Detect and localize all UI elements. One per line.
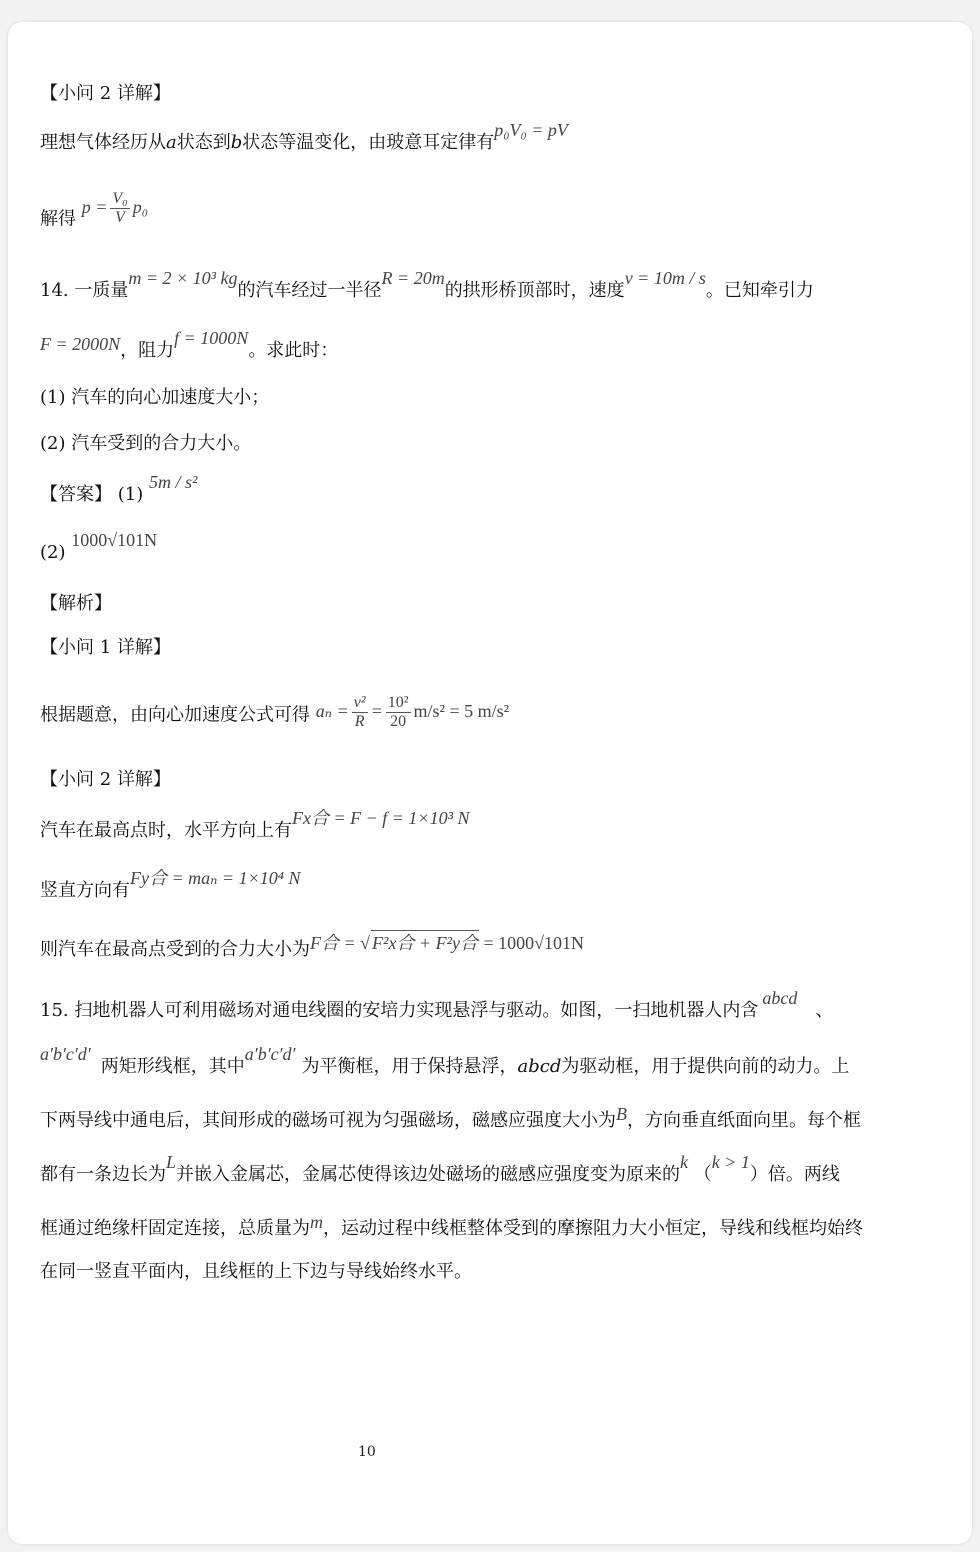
question-14-part-2: (2) 汽车受到的合力大小。 (40, 433, 252, 454)
formula-friction: f = 1000N (174, 328, 249, 348)
formula-velocity: v = 10m / s (624, 268, 706, 288)
text: 15. 扫地机器人可利用磁场对通电线圈的安培力实现悬浮与驱动。如图，一扫地机器人内含 (40, 1000, 759, 1021)
text: ，方向垂直纸面向里。每个框 (627, 1110, 861, 1131)
numerator: V₀ (112, 190, 128, 207)
text: 下两导线中通电后，其间形成的磁场可视为匀强磁场，磁感应强度大小为 (40, 1110, 616, 1131)
var-k: k (680, 1152, 689, 1172)
var-abcd: abcd (762, 988, 798, 1008)
page-number: 10 (358, 1444, 376, 1460)
question-14-line-1 (40, 268, 814, 303)
text: 汽车在最高点时，水平方向上有 (40, 820, 292, 841)
text: 框通过绝缘杆固定连接，总质量为 (40, 1218, 310, 1239)
text: 解得 (40, 208, 76, 230)
text-line (40, 868, 301, 903)
question-14-line-2 (40, 328, 339, 363)
text: 的汽车经过一半径 (237, 280, 382, 301)
text: ，运动过程中线框整体受到的摩擦阻力大小恒定，导线和线框均始终 (323, 1218, 863, 1239)
heading-sub-question-1: 【小问 1 详解】 (40, 637, 171, 658)
numerator: 10² (387, 694, 409, 711)
text: 两矩形线框，其中 (100, 1056, 245, 1077)
formula-answer-1: 5m / s² (148, 472, 198, 492)
formula-part: F合 = (310, 933, 356, 953)
formula-part: = (370, 700, 383, 721)
formula-vertical-force: Fy合 = maₙ = 1×10⁴ N (130, 868, 301, 888)
text-line (40, 120, 568, 155)
var-abcd-prime: a′b′c′d′ (244, 1044, 296, 1064)
text: 并嵌入金属芯，金属芯使得该边处磁场的磁感应强度变为原来的 (176, 1164, 681, 1185)
formula-radius: R = 20m (381, 268, 445, 288)
formula-part: aₙ = (315, 700, 349, 721)
question-15-line-2 (40, 1044, 850, 1079)
heading-sub-question-2b: 【小问 2 详解】 (40, 769, 171, 790)
formula-centripetal (315, 694, 510, 730)
text: 。求此时： (248, 340, 339, 361)
heading-sub-question-2: 【小问 2 详解】 (40, 83, 171, 104)
text-line (40, 933, 584, 962)
formula-solve-p (81, 190, 148, 226)
text: ，阻力 (120, 340, 175, 361)
formula-resultant: F合 = √ F²x合 + F²y合 = 1000√101N (310, 933, 584, 953)
question-15-line-4: 都有一条边长为L并嵌入金属芯，金属芯使得该边处磁场的磁感应强度变为原来的k （k > 1）倍。两线 (40, 1152, 840, 1185)
text: 14. 一质量 (40, 280, 129, 301)
text: 竖直方向有 (40, 880, 130, 901)
question-15-line-3 (40, 1104, 861, 1133)
text: 状态到 (176, 132, 231, 153)
answer-line-2 (40, 530, 158, 565)
text: (2) (40, 542, 66, 563)
text-line (40, 808, 470, 843)
formula-answer-2: 1000√101N (71, 530, 158, 550)
document-page (8, 22, 972, 1544)
formula-force: F = 2000N (40, 334, 121, 354)
var-a: a (166, 132, 177, 153)
denominator: R (354, 713, 365, 730)
text: 状态等温变化，由玻意耳定律有 (242, 132, 495, 153)
text: 的拱形桥顶部时，速度 (444, 280, 625, 301)
var-abcd-prime: a′b′c′d′ (40, 1044, 91, 1064)
formula-k-condition: k > 1 (711, 1152, 750, 1172)
var-B: B (616, 1104, 627, 1124)
formula-part: p₀ (132, 196, 148, 217)
var-L: L (166, 1152, 177, 1172)
text-line (40, 190, 148, 239)
formula-part: = 1000√101N (483, 933, 584, 953)
question-15-line-1 (40, 988, 834, 1023)
var-b: b (230, 132, 243, 153)
formula-boyle: p₀V₀ = pV (494, 120, 568, 140)
analysis-heading: 【解析】 (40, 593, 112, 614)
var-abcd: abcd (517, 1056, 562, 1077)
question-14-part-1: (1) 汽车的向心加速度大小； (40, 387, 270, 408)
formula-part: p = (81, 196, 108, 217)
text: 。已知牵引力 (705, 280, 814, 301)
var-m: m (310, 1212, 323, 1232)
text: 为驱动框，用于提供向前的动力。上 (561, 1056, 850, 1077)
text: 根据题意，由向心加速度公式可得 (40, 704, 310, 726)
answer-line-1 (40, 472, 198, 507)
formula-mass: m = 2 × 10³ kg (128, 268, 238, 288)
question-15-line-5 (40, 1212, 863, 1241)
denominator: 20 (390, 713, 407, 730)
numerator: v² (353, 694, 366, 711)
text: 为平衡框，用于保持悬浮， (301, 1056, 518, 1077)
formula-part: F²x合 + F²y合 (371, 930, 479, 955)
formula-horizontal-force: Fx合 = F − f = 1×10³ N (292, 808, 470, 828)
text: 、 (815, 1000, 834, 1021)
text: 则汽车在最高点受到的合力大小为 (40, 939, 310, 960)
text: 都有一条边长为 (40, 1164, 166, 1185)
answer-label: 【答案】 (1) (40, 484, 144, 505)
text: 倍。两线 (767, 1164, 840, 1185)
question-15-line-6: 在同一竖直平面内，且线框的上下边与导线始终水平。 (40, 1261, 472, 1282)
text: 理想气体经历从 (40, 132, 166, 153)
denominator: V (115, 209, 125, 226)
formula-part: m/s² = 5 m/s² (413, 700, 510, 721)
text-line (40, 694, 510, 735)
